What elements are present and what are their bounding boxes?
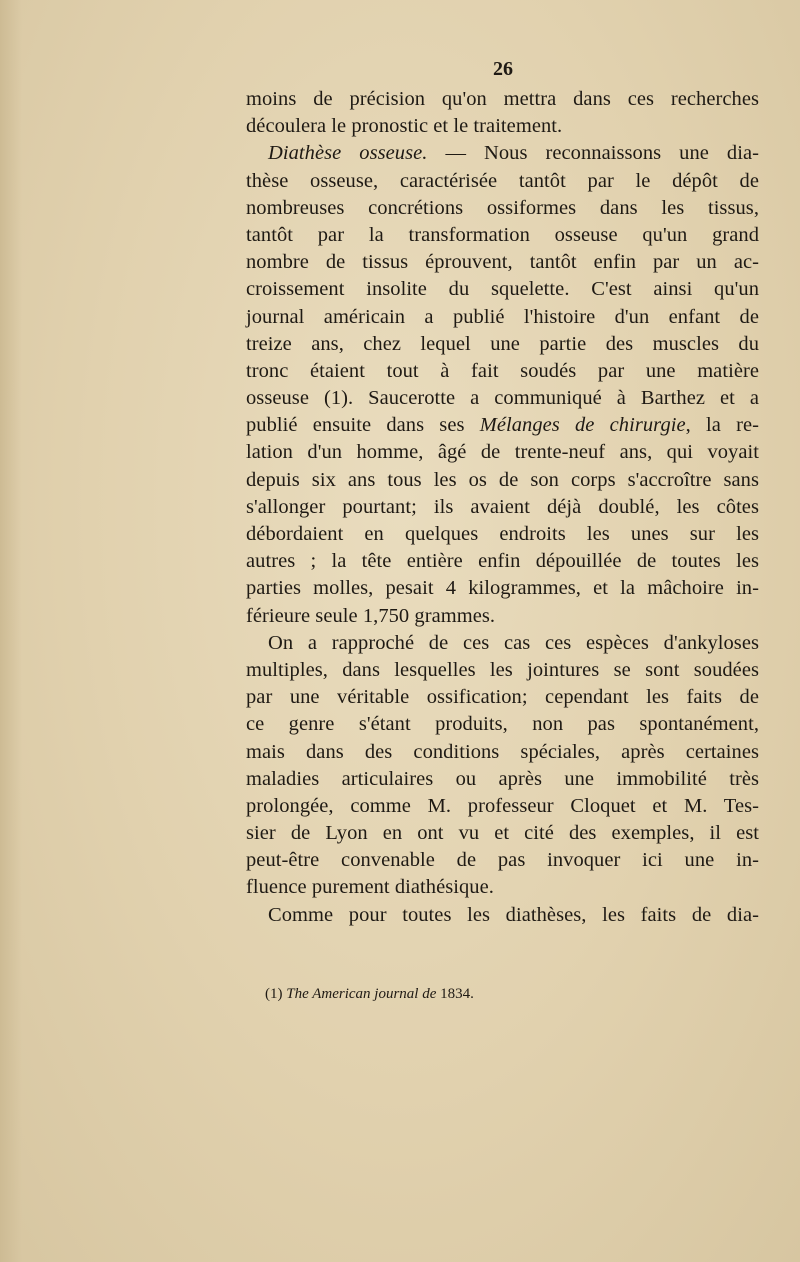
line-text: ce genre s'étant produits, non pas spontanément, [246,713,759,736]
line-text: fluence purement diathésique. [246,876,494,899]
line-text: tronc étaient tout à fait soudés par une matière [246,359,759,382]
line-text: journal américain a publié l'histoire d'un enfant de [246,305,759,328]
line-text: férieure seule 1,750 grammes. [246,604,496,627]
text-line [246,847,759,874]
text-line [246,521,759,548]
text-line [246,739,759,766]
line-text: Comme pour toutes les diathèses, les faits de dia- [268,903,759,926]
text-line [246,902,759,929]
text-line [246,113,759,140]
text-line [246,548,759,575]
text-line [246,874,759,901]
text-line [246,684,759,711]
text-line [246,439,759,466]
line-text: croissement insolite du squelette. C'est ainsi qu'un [246,278,759,301]
line-text: parties molles, pesait 4 kilogrammes, et la mâchoire in- [246,577,759,600]
line-text: — Nous reconnaissons une dia- [427,142,759,165]
line-text: publié ensuite dans ses [246,414,480,437]
text-line [246,195,759,222]
line-text: multiples, dans lesquelles les jointures se sont soudées [246,658,759,681]
text-line [246,249,759,276]
body-text [246,86,759,929]
text-line [246,575,759,602]
line-text: s'allonger pourtant; ils avaient déjà doublé, les côtes [246,495,759,518]
line-text: sier de Lyon en ont vu et cité des exemples, il est [246,822,759,845]
footnote-marker: (1) [265,986,283,1002]
footnote [265,986,474,1003]
line-text: osseuse (1). Saucerotte a communiqué à Barthez et a [246,387,759,410]
text-line [246,603,759,630]
line-text: moins de précision qu'on mettra dans ces recherches [246,88,759,110]
text-line [246,820,759,847]
line-text: , la re- [685,414,759,437]
text-line [246,304,759,331]
text-line [246,657,759,684]
line-text: maladies articulaires ou après une immobilité très [246,767,759,790]
line-text: tantôt par la transformation osseuse qu'un grand [246,223,759,246]
line-text: découlera le pronostic et le traitement. [246,115,563,138]
line-text: nombre de tissus éprouvent, tantôt enfin par un ac- [246,251,759,274]
line-text: peut-être convenable de pas invoquer ici une in- [246,849,759,872]
text-line [246,385,759,412]
line-text: mais dans des conditions spéciales, après certaines [246,740,759,763]
text-line [246,467,759,494]
text-line [246,412,759,439]
line-text: On a rapproché de ces cas ces espèces d'ankyloses [268,631,759,654]
line-text: prolongée, comme M. professeur Cloquet et M. Tes- [246,794,759,817]
text-line [246,630,759,657]
text-line [246,276,759,303]
text-line [246,358,759,385]
text-line [246,331,759,358]
footnote-source: The American journal de [286,986,437,1002]
book-title: Mélanges de chirurgie [479,414,686,437]
line-text: débordaient en quelques endroits les unes sur les [246,523,759,545]
line-text: nombreuses concrétions ossiformes dans les tissus, [246,196,759,219]
line-text: lation d'un homme, âgé de trente-neuf ans, qui voyait [246,441,759,464]
text-line [246,766,759,793]
text-line [246,494,759,521]
text-line [246,793,759,820]
text-line [246,168,759,195]
line-text: treize ans, chez lequel une partie des muscles du [246,332,759,355]
text-line [246,222,759,249]
line-text: par une véritable ossification; cependant les faits de [246,686,759,709]
line-text: autres ; la tête entière enfin dépouillée de toutes les [246,550,759,573]
text-line [246,711,759,738]
line-text: depuis six ans tous les os de son corps s'accroître sans [246,468,759,491]
page-number: 26 [493,58,513,80]
footnote-year: 1834. [440,986,474,1002]
line-text: thèse osseuse, caractérisée tantôt par le dépôt de [246,169,759,192]
section-heading: Diathèse osseuse. [268,142,428,165]
text-line [246,140,759,167]
text-line [246,86,759,113]
